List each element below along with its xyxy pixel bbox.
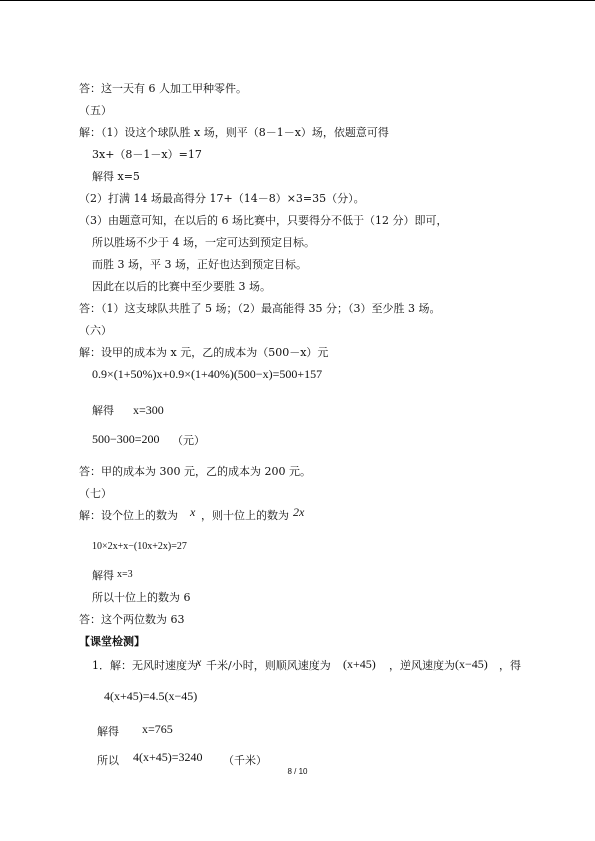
- solution-line: ，逆风速度为: [389, 659, 455, 672]
- equation: 3x+（8－1－x）=17: [92, 148, 202, 161]
- top-rule: [0, 0, 595, 1]
- equation: x: [196, 655, 202, 669]
- unit-label: （千米）: [223, 754, 267, 767]
- solution-line: 解：设甲的成本为 x 元，乙的成本为（500－x）元: [79, 346, 329, 359]
- solution-line: （3）由题意可知，在以后的 6 场比赛中，只要得分不低于（12 分）即可，: [79, 214, 448, 227]
- equation: 4(x+45)=3240: [133, 750, 203, 764]
- answer-line: 答：（1）这支球队共胜了 5 场；（2）最高能得 35 分；（3）至少胜 3 场。: [79, 302, 441, 315]
- answer-line: 答：这一天有 6 人加工甲种零件。: [79, 82, 247, 95]
- solution-line: （2）打满 14 场最高得分 17+（14－8）×3=35（分）。: [79, 192, 365, 205]
- solution-line: 解得: [92, 569, 114, 582]
- solution-line: 而胜 3 场，平 3 场，正好也达到预定目标。: [92, 258, 307, 271]
- equation: 4(x+45)=4.5(x−45): [104, 689, 198, 703]
- solution-line: 解得: [92, 404, 114, 417]
- answer-line: 答：甲的成本为 300 元，乙的成本为 200 元。: [79, 465, 311, 478]
- solution-line: 解得 x=5: [92, 170, 140, 183]
- equation: x: [190, 505, 196, 519]
- solution-line: 所以: [97, 754, 119, 767]
- solution-line: 解：（1）设这个球队胜 x 场，则平（8－1－x）场，依题意可得: [79, 126, 389, 139]
- equation: (x+45): [343, 657, 376, 671]
- equation: x=765: [142, 722, 173, 736]
- solution-line: ，则十位上的数为: [201, 509, 289, 522]
- section-label: （七）: [79, 487, 112, 500]
- equation: 500−300=200: [92, 432, 160, 446]
- solution-line: 1．解：无风时速度为: [92, 659, 198, 672]
- equation: 0.9×(1+50%)x+0.9×(1+40%)(500−x)=500+157: [92, 367, 323, 381]
- section-label: （六）: [79, 324, 112, 337]
- solution-line: 解得: [97, 725, 119, 738]
- equation: 2x: [293, 505, 305, 519]
- answer-line: 答：这个两位数为 63: [79, 613, 185, 626]
- page-number: 8 / 10: [287, 767, 308, 776]
- equation: x=300: [133, 403, 164, 417]
- solution-line: 所以胜场不少于 4 场，一定可达到预定目标。: [92, 236, 315, 249]
- unit-label: （元）: [172, 434, 205, 447]
- solution-line: 所以十位上的数为 6: [92, 591, 191, 604]
- solution-line: 解：设个位上的数为: [79, 509, 178, 522]
- section-label: （五）: [79, 104, 112, 117]
- solution-line: ，得: [499, 659, 521, 672]
- section-heading: 【课堂检测】: [79, 635, 145, 648]
- equation: (x−45): [455, 657, 488, 671]
- equation: 10×2x+x−(10x+2x)=27: [92, 541, 187, 552]
- equation: x=3: [117, 569, 133, 580]
- solution-line: 千米/小时，则顺风速度为: [206, 659, 331, 672]
- solution-line: 因此在以后的比赛中至少要胜 3 场。: [92, 280, 271, 293]
